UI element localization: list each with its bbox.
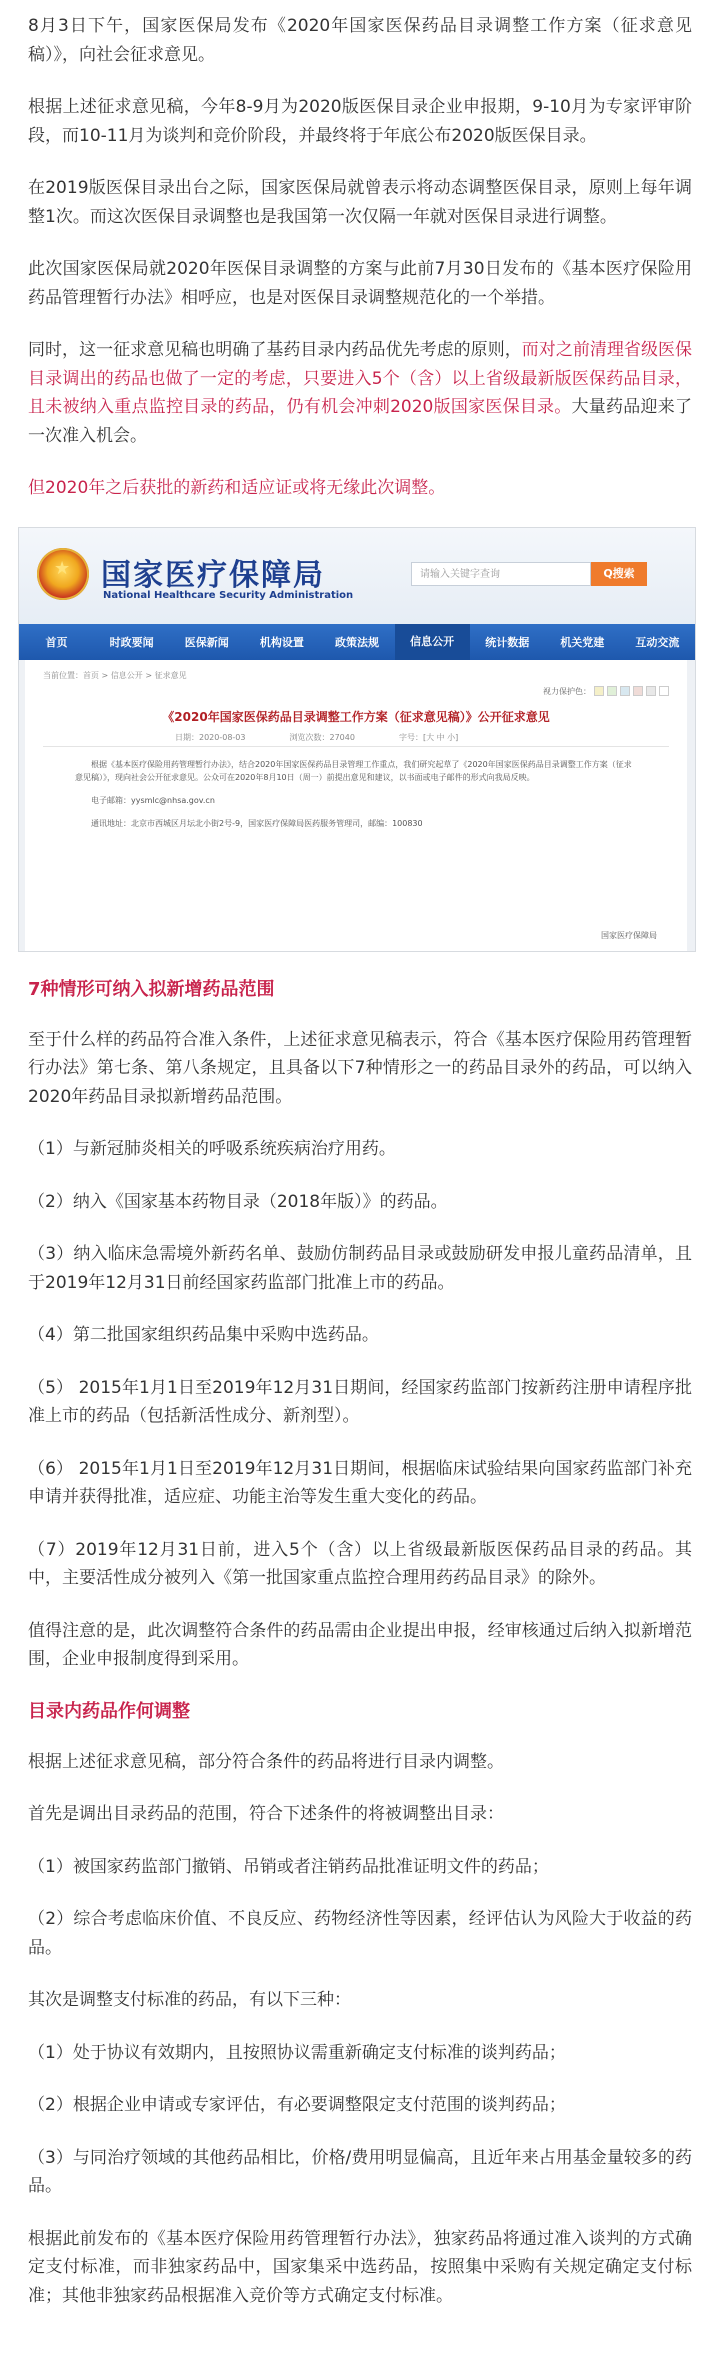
list-item: （1）与新冠肺炎相关的呼吸系统疾病治疗用药。	[28, 1139, 396, 1159]
color-swatch	[633, 686, 643, 696]
notice-page	[25, 660, 687, 951]
highlighted-paragraph	[28, 474, 692, 503]
breadcrumb: 当前位置：首页 > 信息公开 > 征求意见	[43, 670, 187, 680]
notice-title: 《2020年国家医保药品目录调整工作方案（征求意见稿）》公开征求意见	[162, 709, 550, 724]
nav-item: 时政要闻	[109, 635, 154, 649]
color-swatch	[646, 686, 656, 696]
list-item: （2）根据企业申请或专家评估，有必要调整限定支付范围的谈判药品；	[28, 2095, 566, 2115]
nav-item: 机关党建	[560, 635, 605, 649]
paragraph: 8月3日下午，国家医保局发布《2020年国家医保药品目录调整工作方案（征求意见稿）》，向社会征求意见。	[28, 16, 692, 65]
color-swatch	[659, 686, 669, 696]
list-item: （5） 2015年1月1日至2019年12月31日期间，经国家药监部门按新药注册申请程序批准上市的药品（包括新活性成分、新剂型）。	[28, 1377, 692, 1426]
paragraph: 根据上述征求意见稿，部分符合条件的药品将进行目录内调整。	[28, 1751, 504, 1772]
list-item: （7）2019年12月31日前，进入5个（含）以上省级最新版医保药品目录的药品。其中，主要活性成分被列入《第一批国家重点监控合理用药药品目录》的除外。	[28, 1539, 692, 1588]
list-item: （3）纳入临床急需境外新药名单、鼓励仿制药品目录或鼓励研发申报儿童药品清单，且于2019年12月31日前经国家药监部门批准上市的药品。	[28, 1244, 692, 1293]
color-swatch	[594, 686, 604, 696]
notice-paragraph: 根据《基本医疗保险用药管理暂行办法》，结合2020年国家医保药品目录管理工作重点，我们研究起草了《2020年国家医保药品目录调整工作方案（征求意见稿）》，现向社会公开征求意见。公众可在2020年8月10日（周一）前提出意见和建议，以书面或电子邮件的形式向我局反映。	[75, 759, 632, 782]
meta-font-size: 字号：[大 中 小]	[398, 732, 459, 742]
paragraph: 根据此前发布的《基本医疗保险用药管理暂行办法》，独家药品将通过准入谈判的方式确定支付标准，而非独家药品中，国家集采中选药品，按照集中采购有关规定确定支付标准；其他非独家药品根据准入竞价等方式确定支付标准。	[28, 2228, 692, 2306]
paragraph: 根据上述征求意见稿，今年8-9月为2020版医保目录企业申报期，9-10月为专家评审阶段，而10-11月为谈判和竞价阶段，并最终将于年底公布2020版医保目录。	[28, 97, 692, 146]
site-title: 国家医疗保障局	[101, 557, 325, 593]
paragraph-with-highlight	[28, 336, 692, 450]
paragraph-text: 同时，这一征求意见稿也明确了基药目录内药品优先考虑的原则，	[28, 340, 522, 360]
highlighted-text: 但2020年之后获批的新药和适应证或将无缘此次调整。	[28, 478, 446, 498]
highlighted-text: 而对之前清理省级医保目录调出的药品也做了一定的考虑，只要进入5个（含）以上省级最新版医保药品目录，且未被纳入重点监控目录的药品，仍有机会冲刺2020版国家医保目录。	[28, 340, 693, 417]
nav-item: 首页	[45, 635, 68, 649]
site-subtitle: National Healthcare Security Administration	[103, 589, 354, 601]
divider	[43, 746, 669, 747]
paragraph: 此次国家医保局就2020年医保目录调整的方案与此前7月30日发布的《基本医疗保险用药品管理暂行办法》相呼应，也是对医保目录调整规范化的一个举措。	[28, 259, 692, 308]
color-tools	[543, 686, 669, 697]
list-item: （6） 2015年1月1日至2019年12月31日期间，根据临床试验结果向国家药监部门补充申请并获得批准，适应症、功能主治等发生重大变化的药品。	[28, 1458, 692, 1507]
list-item: （1）处于协议有效期内，且按照协议需重新确定支付标准的谈判药品；	[28, 2042, 566, 2063]
list-item: （1）被国家药监部门撤销、吊销或者注销药品批准证明文件的药品；	[28, 1856, 549, 1877]
nav-item: 统计数据	[485, 635, 530, 649]
search-input: 请输入关键字查询	[411, 562, 591, 586]
meta-views: 浏览次数：27040	[289, 732, 355, 742]
site-header	[19, 528, 695, 624]
list-item: （2）纳入《国家基本药物目录（2018年版）》的药品。	[28, 1191, 448, 1212]
paragraph: 值得注意的是，此次调整符合条件的药品需由企业提出申报，经审核通过后纳入拟新增范围，企业申报制度得到采用。	[28, 1620, 692, 1669]
list-item: （3）与同治疗领域的其他药品相比，价格/费用明显偏高，且近年来占用基金量较多的药品。	[28, 2147, 692, 2196]
paragraph: 首先是调出目录药品的范围，符合下述条件的将被调整出目录：	[28, 1804, 504, 1824]
section-heading: 目录内药品作何调整	[28, 1700, 190, 1722]
color-swatch	[620, 686, 630, 696]
meta-date: 日期：2020-08-03	[175, 732, 246, 742]
paragraph: 至于什么样的药品符合准入条件，上述征求意见稿表示，符合《基本医疗保险用药管理暂行办法》第七条、第八条规定，且具备以下7种情形之一的药品目录外的药品，可以纳入2020年药品目录拟新增药品范围。	[28, 1029, 692, 1107]
search-button: Q搜索	[591, 562, 647, 586]
list-item: （4）第二批国家组织药品集中采购中选药品。	[28, 1325, 379, 1345]
embedded-website-screenshot	[18, 527, 696, 952]
notice-signature: 国家医疗保障局	[601, 930, 657, 940]
nav-item: 互动交流	[635, 635, 680, 649]
tools-label: 视力保护色：	[543, 686, 591, 696]
national-emblem-icon	[37, 548, 89, 600]
notice-email: 电子邮箱：yysmlc@nhsa.gov.cn	[91, 795, 215, 805]
nav-item: 政策法规	[334, 635, 379, 649]
notice-meta	[175, 732, 458, 743]
notice-address: 通讯地址：北京市西城区月坛北小街2号-9，国家医疗保障局医药服务管理司，邮编：100830	[91, 818, 423, 828]
paragraph-text: 大量药品迎来了一次准入机会。	[28, 397, 693, 446]
section-heading: 7种情形可纳入拟新增药品范围	[28, 978, 275, 1000]
nav-item: 医保新闻	[184, 635, 229, 649]
color-swatch	[607, 686, 617, 696]
paragraph: 在2019版医保目录出台之际，国家医保局就曾表示将动态调整医保目录，原则上每年调整1次。而这次医保目录调整也是我国第一次仅隔一年就对医保目录进行调整。	[28, 178, 692, 227]
notice-body	[75, 758, 635, 840]
list-item: （2）综合考虑临床价值、不良反应、药物经济性等因素，经评估认为风险大于收益的药品。	[28, 1909, 692, 1958]
paragraph: 其次是调整支付标准的药品，有以下三种：	[28, 1990, 351, 2010]
nav-item-active: 信息公开	[395, 624, 470, 660]
nav-item: 机构设置	[259, 635, 304, 649]
site-nav	[19, 624, 695, 660]
